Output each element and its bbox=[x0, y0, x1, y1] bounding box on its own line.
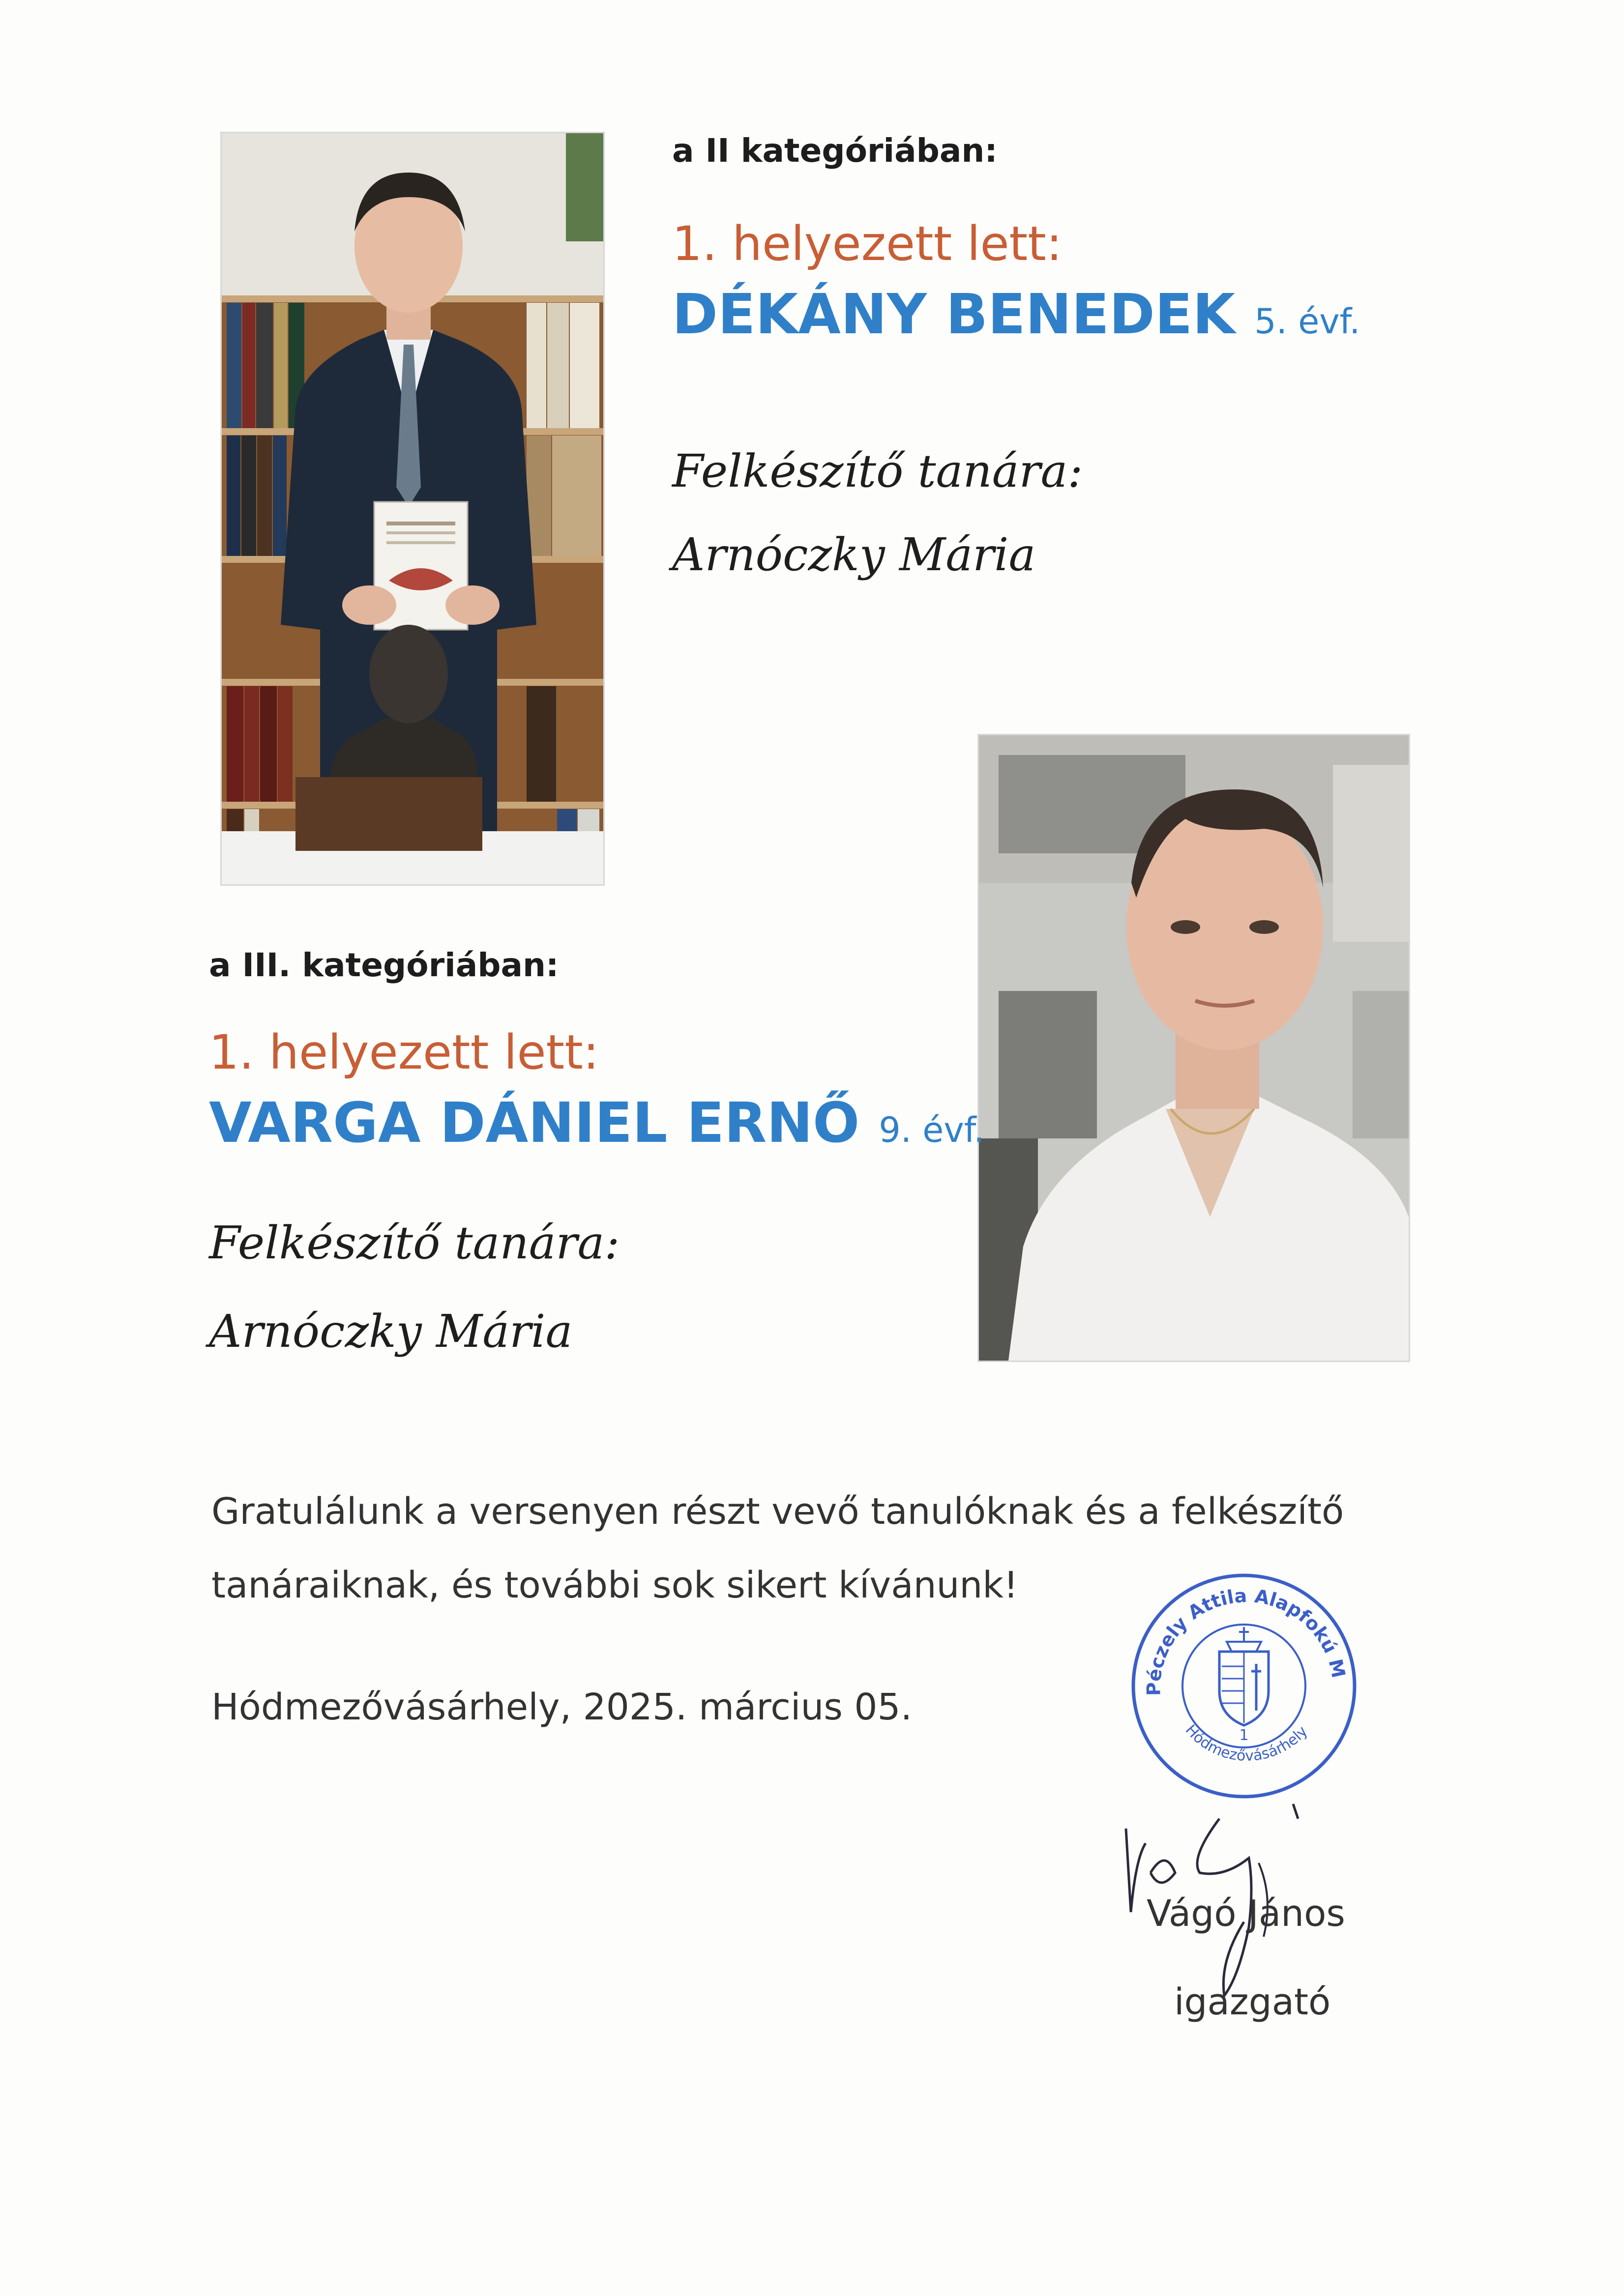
photo-varga-daniel-erno-image bbox=[979, 735, 1409, 1361]
winner-name: DÉKÁNY BENEDEK bbox=[672, 283, 1236, 347]
winner-name-varga bbox=[209, 1091, 985, 1155]
winner-name: VARGA DÁNIEL ERNŐ bbox=[209, 1091, 860, 1155]
grade-label: 9. évf. bbox=[879, 1110, 985, 1150]
stamp-text-top: Péczely Attila Alapfokú M bbox=[1143, 1584, 1350, 1696]
school-stamp bbox=[1126, 1568, 1362, 1804]
category-ii-label: a II kategóriában: bbox=[672, 132, 998, 170]
teacher-name: Arnóczky Mária bbox=[672, 528, 1036, 581]
teacher-label: Felkészítő tanára: bbox=[672, 445, 1083, 497]
winner-name-dekany bbox=[672, 283, 1360, 347]
stamp-number: 1 bbox=[1239, 1727, 1249, 1744]
stamp-graphic bbox=[1126, 1568, 1362, 1804]
grade-label: 5. évf. bbox=[1254, 301, 1360, 342]
photo-dekany-benedek bbox=[220, 132, 605, 886]
signatory-name: Vágó János bbox=[1147, 1892, 1345, 1935]
first-place-label: 1. helyezett lett: bbox=[209, 1025, 599, 1080]
place-date: Hódmezővásárhely, 2025. március 05. bbox=[211, 1686, 913, 1728]
photo-varga-daniel-erno bbox=[977, 734, 1410, 1362]
teacher-label: Felkészítő tanára: bbox=[209, 1217, 620, 1269]
coat-of-arms-icon bbox=[1219, 1627, 1269, 1725]
teacher-name: Arnóczky Mária bbox=[209, 1305, 573, 1358]
congratulation-text: Gratulálunk a versenyen részt vevő tanulóknak és a felkészítő tanáraiknak, és további sok sikert kívánunk! bbox=[211, 1490, 1344, 1606]
first-place-label: 1. helyezett lett: bbox=[672, 216, 1063, 271]
svg-text:Péczely Attila Alapfokú Művész bbox=[1126, 1568, 1350, 1696]
photo-dekany-benedek-image bbox=[222, 133, 603, 884]
category-iii-label: a III. kategóriában: bbox=[209, 946, 559, 984]
stamp-text-bottom: Hódmezővásárhely bbox=[1181, 1721, 1311, 1765]
signatory-title: igazgató bbox=[1174, 1981, 1331, 2023]
